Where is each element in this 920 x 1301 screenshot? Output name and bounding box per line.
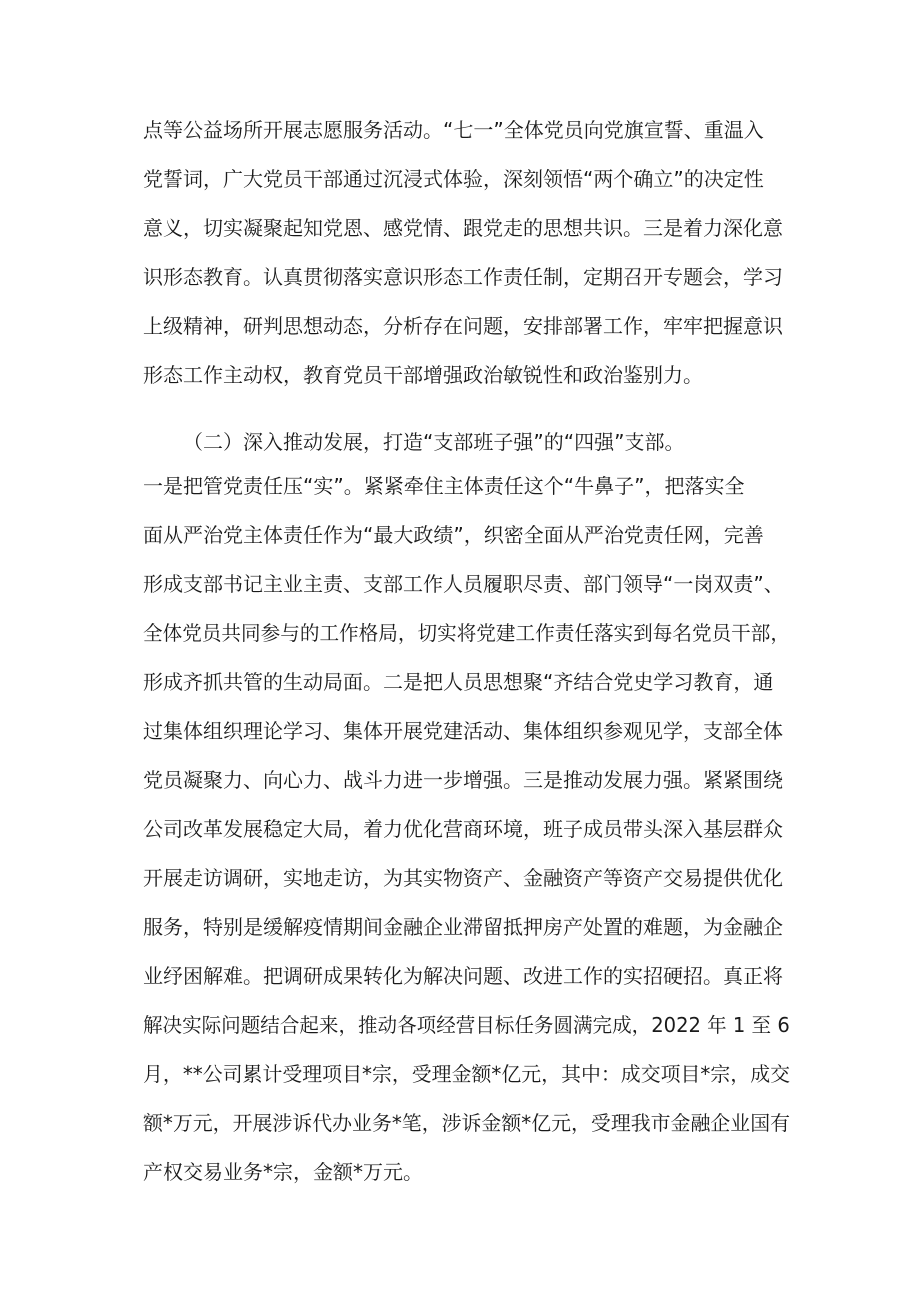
section-heading: （二）深入推动发展，打造“支部班子强”的“四强”支部。 — [183, 430, 685, 454]
text-line: 服务，特别是缓解疫情期间金融企业滞留抵押房产处置的难题，为金融企 — [143, 915, 783, 939]
text-line: 全体党员共同参与的工作格局，切实将党建工作责任落实到每名党员干部， — [143, 621, 790, 645]
text-line: 业纾困解难。把调研成果转化为解决问题、改进工作的实招硬招。真正将 — [143, 964, 783, 988]
text-line: 开展走访调研，实地走访，为其实物资产、金融资产等资产交易提供优化 — [143, 866, 783, 890]
text-line: 党誓词，广大党员干部通过沉浸式体验，深刻领悟“两个确立”的决定性 — [143, 167, 764, 191]
text-line: 形成支部书记主业主责、支部工作人员履职尽责、部门领导“一岗双责”、 — [143, 572, 784, 596]
text-line: 意义，切实凝聚起知党恩、感党情、跟党走的思想共识。三是着力深化意 — [143, 216, 783, 240]
text-line: 月，**公司累计受理项目*宗，受理金额*亿元，其中：成交项目*宗，成交 — [143, 1062, 791, 1086]
text-line: 形态工作主动权，教育党员干部增强政治敏锐性和政治鉴别力。 — [143, 363, 703, 387]
text-line: 党员凝聚力、向心力、战斗力进一步增强。三是推动发展力强。紧紧围绕 — [143, 768, 783, 792]
text-line: 上级精神，研判思想动态，分析存在问题，安排部署工作，牢牢把握意识 — [143, 314, 783, 338]
text-line: 一是把管党责任压“实”。紧紧牵住主体责任这个“牛鼻子”，把落实全 — [143, 474, 745, 498]
text-line: 识形态教育。认真贯彻落实意识形态工作责任制，定期召开专题会，学习 — [143, 265, 783, 289]
text-line: 解决实际问题结合起来，推动各项经营目标任务圆满完成，2022 年 1 至 6 — [143, 1013, 790, 1037]
text-line: 形成齐抓共管的生动局面。二是把人员思想聚“齐结合党史学习教育，通 — [143, 670, 774, 694]
text-line: 公司改革发展稳定大局，着力优化营商环境，班子成员带头深入基层群众 — [143, 817, 783, 841]
text-line: 额*万元，开展涉诉代办业务*笔，涉诉金额*亿元，受理我市金融企业国有 — [143, 1111, 791, 1135]
text-line: 点等公益场所开展志愿服务活动。“七一”全体党员向党旗宣誓、重温入 — [143, 118, 764, 142]
text-line: 面从严治党主体责任作为“最大政绩”，织密全面从严治党责任网，完善 — [143, 523, 764, 547]
text-line: 过集体组织理论学习、集体开展党建活动、集体组织参观见学，支部全体 — [143, 719, 783, 743]
text-line: 产权交易业务*宗，金额*万元。 — [143, 1160, 423, 1184]
